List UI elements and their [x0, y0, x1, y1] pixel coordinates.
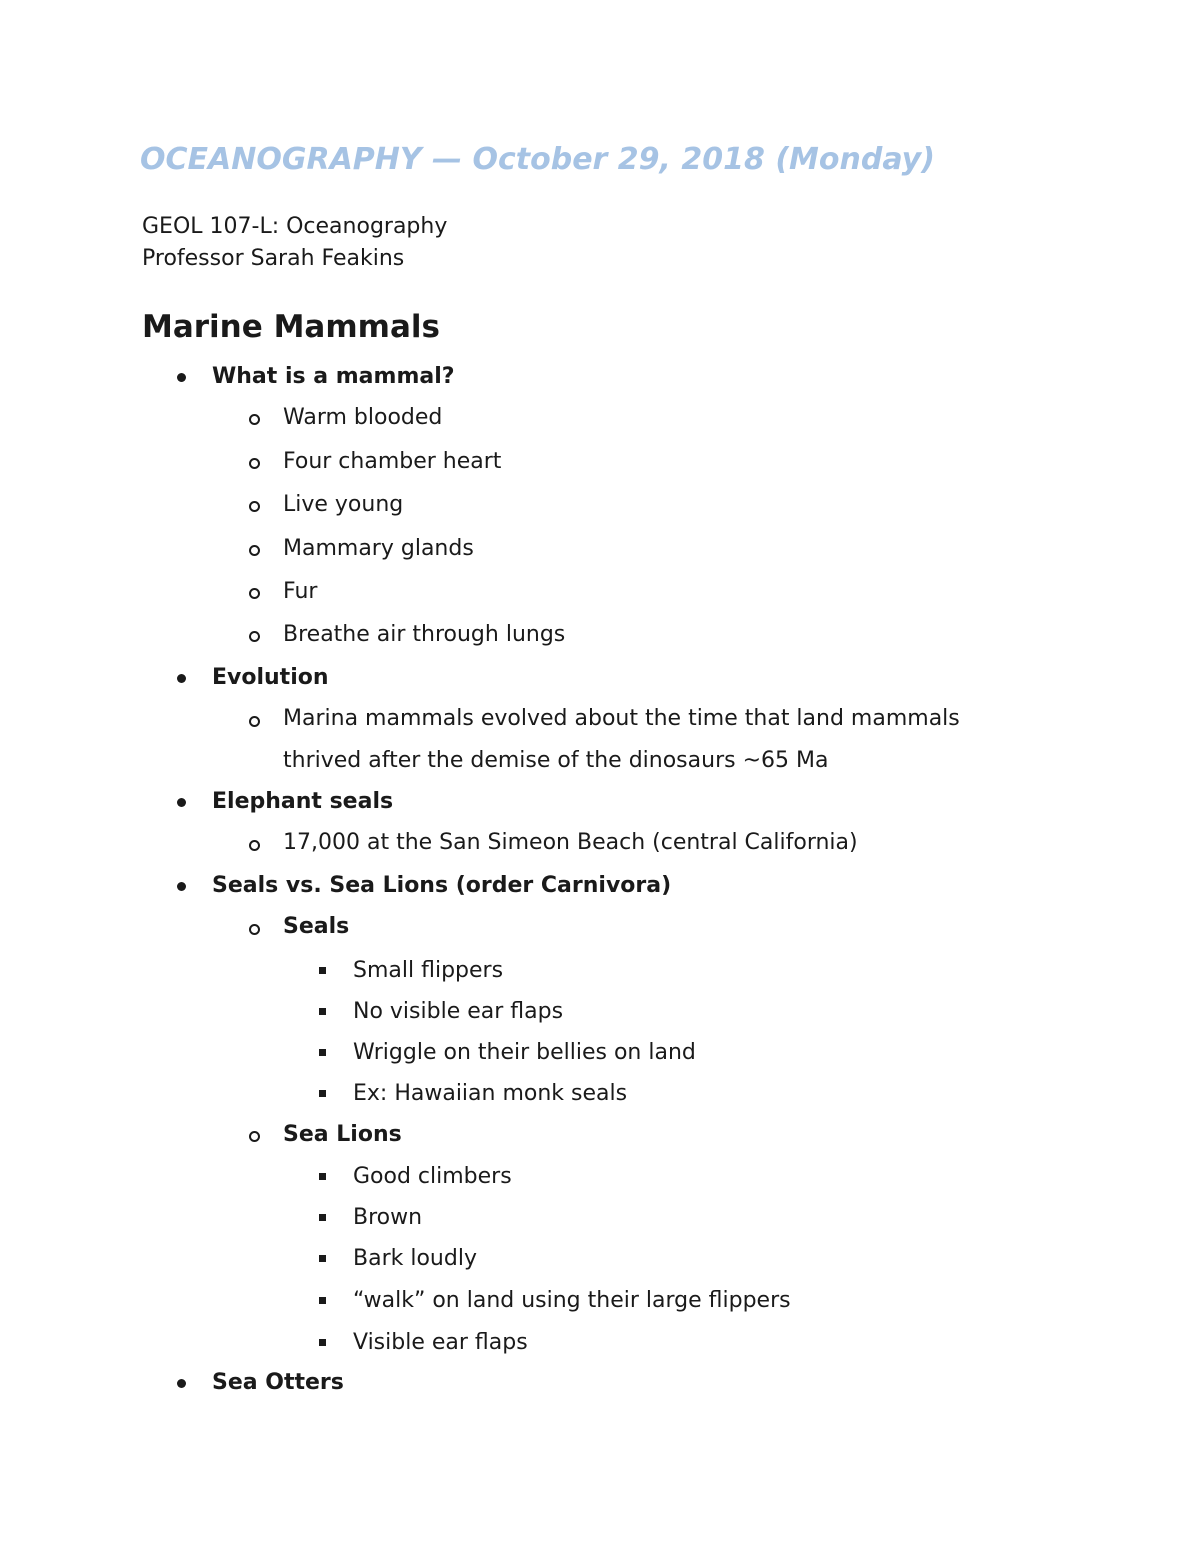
square-bullet-icon [319, 1339, 326, 1346]
outline-subitem-seals: Seals [283, 914, 350, 939]
document-title: OCEANOGRAPHY — October 29, 2018 (Monday) [140, 142, 935, 177]
list-item: No visible ear flaps [353, 999, 564, 1024]
list-item: 17,000 at the San Simeon Beach (central California) [283, 830, 858, 855]
list-item: Fur [283, 579, 318, 604]
outline-item-seals-vs-sea-lions: Seals vs. Sea Lions (order Carnivora) [212, 873, 672, 898]
circle-bullet-icon [249, 631, 260, 642]
list-item: Visible ear flaps [353, 1330, 528, 1355]
outline-item-evolution: Evolution [212, 665, 329, 690]
list-item: Brown [353, 1205, 423, 1230]
square-bullet-icon [319, 1008, 326, 1015]
square-bullet-icon [319, 967, 326, 974]
list-item: Marina mammals evolved about the time that land mammals [283, 706, 960, 731]
circle-bullet-icon [249, 545, 260, 556]
disc-bullet-icon [177, 373, 186, 382]
section-heading: Marine Mammals [142, 309, 440, 345]
course-name: GEOL 107-L: Oceanography [142, 214, 448, 239]
outline-item-what-is-mammal: What is a mammal? [212, 364, 455, 389]
circle-bullet-icon [249, 501, 260, 512]
list-item: Breathe air through lungs [283, 622, 566, 647]
square-bullet-icon [319, 1255, 326, 1262]
list-item: Ex: Hawaiian monk seals [353, 1081, 628, 1106]
outline-subitem-sea-lions: Sea Lions [283, 1122, 402, 1147]
outline-item-elephant-seals: Elephant seals [212, 789, 394, 814]
square-bullet-icon [319, 1297, 326, 1304]
circle-bullet-icon [249, 458, 260, 469]
circle-bullet-icon [249, 840, 260, 851]
square-bullet-icon [319, 1214, 326, 1221]
disc-bullet-icon [177, 882, 186, 891]
square-bullet-icon [319, 1090, 326, 1097]
list-item: Live young [283, 492, 404, 517]
square-bullet-icon [319, 1049, 326, 1056]
square-bullet-icon [319, 1173, 326, 1180]
list-item: Mammary glands [283, 536, 474, 561]
circle-bullet-icon [249, 588, 260, 599]
circle-bullet-icon [249, 414, 260, 425]
list-item: Wriggle on their bellies on land [353, 1040, 696, 1065]
list-item: Small flippers [353, 958, 504, 983]
list-item: “walk” on land using their large flippers [353, 1288, 791, 1313]
disc-bullet-icon [177, 1379, 186, 1388]
list-item: Bark loudly [353, 1246, 477, 1271]
disc-bullet-icon [177, 798, 186, 807]
circle-bullet-icon [249, 1131, 260, 1142]
circle-bullet-icon [249, 716, 260, 727]
list-item: Warm blooded [283, 405, 443, 430]
professor-name: Professor Sarah Feakins [142, 246, 405, 271]
disc-bullet-icon [177, 674, 186, 683]
list-item-continuation: thrived after the demise of the dinosaurs ~65 Ma [283, 748, 829, 773]
circle-bullet-icon [249, 924, 260, 935]
list-item: Four chamber heart [283, 449, 502, 474]
list-item: Good climbers [353, 1164, 512, 1189]
outline-item-sea-otters: Sea Otters [212, 1370, 344, 1395]
